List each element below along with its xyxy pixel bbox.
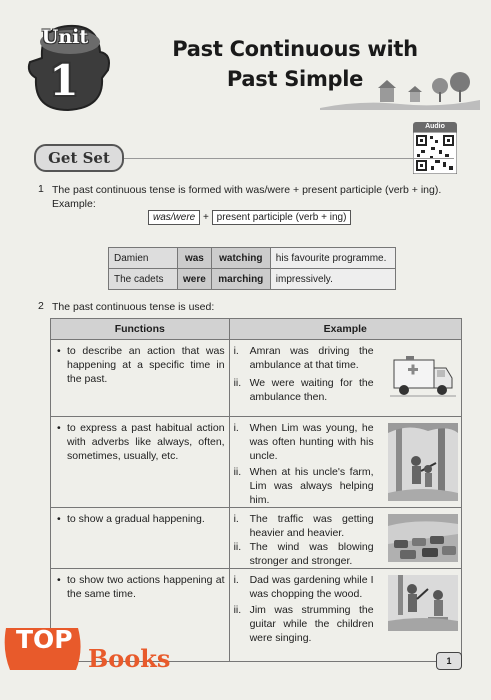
header-functions: Functions (51, 319, 230, 339)
header-example: Example (323, 323, 367, 335)
audio-qr-code[interactable] (413, 122, 457, 174)
example-text: We were waiting for the ambulance then. (249, 377, 374, 403)
subject-cell: Damien (109, 248, 178, 269)
example-line: i. Amran was driving the ambulance at that time. (233, 345, 374, 371)
example-text: Dad was gardening while I was chopping the wood. (249, 574, 374, 600)
village-scenery-illustration (320, 70, 480, 110)
table-row (51, 417, 461, 508)
example-line: ii. Jim was strumming the guitar while the children were singing. (233, 604, 374, 644)
functions-table (50, 318, 462, 662)
aux-cell: were (178, 269, 212, 290)
example-cell (230, 569, 461, 661)
formula-was-were: was/were (148, 210, 200, 225)
function-cell: • to show a gradual happening. (51, 508, 230, 568)
example-line: i. Dad was gardening while I was chopping the wood. (233, 574, 374, 600)
section-2-intro: The past continuous tense is used: (52, 301, 215, 313)
example-line: i. When Lim was young, he was often hunting with his uncle. (233, 422, 374, 462)
traffic-jam-illustration (388, 514, 458, 562)
section-1-number: 1 (38, 183, 44, 195)
section-2-number: 2 (38, 300, 44, 312)
audio-label: Audio (413, 122, 457, 132)
table-header (51, 319, 461, 340)
table-row (51, 340, 461, 417)
example-line: i. The traffic was getting heavier and heavier. (233, 513, 374, 539)
subject-cell: The cadets (109, 269, 178, 290)
ambulance-illustration (390, 350, 456, 400)
title-line-2: Past Simple (226, 67, 364, 91)
formula-participle: present participle (verb + ing) (212, 210, 352, 225)
example-text: The traffic was getting heavier and heavier. (249, 513, 374, 539)
table-row (109, 248, 396, 269)
aux-cell: was (178, 248, 212, 269)
example-cell (230, 508, 461, 568)
participle-cell: marching (211, 269, 270, 290)
example-text: Jim was strumming the guitar while the children were singing. (249, 604, 374, 644)
table-row (109, 269, 396, 290)
gardening-illustration (388, 575, 458, 631)
get-set-heading: Get Set (34, 144, 124, 172)
example-cell (230, 417, 461, 507)
example-text: The wind was blowing stronger and stronger. (249, 541, 374, 567)
bullet: • (57, 345, 61, 357)
function-cell: • to express a past habitual action with adverbs like always, often, sometimes, usually, etc. (51, 417, 230, 507)
example-line: ii. When at his uncle's farm, Lim was always helping him. (233, 466, 374, 506)
page-number: 1 (436, 652, 462, 670)
function-cell: • to show two actions happening at the same time. (51, 569, 230, 661)
unit-number: 1 (49, 56, 79, 105)
object-cell: his favourite programme. (270, 248, 395, 269)
example-text: Amran was driving the ambulance at that time. (249, 345, 374, 371)
logo-books-text: Books (88, 644, 171, 673)
section-1-text: The past continuous tense is formed with was/were + present participle (verb + ing). Example: (52, 184, 442, 210)
title-line-1: Past Continuous with (172, 37, 418, 61)
object-cell: impressively. (270, 269, 395, 290)
function-text: to show two actions happening at the same time. (67, 574, 225, 600)
example-text: When Lim was young, he was often hunting with his uncle. (249, 422, 374, 462)
formula-plus: + (203, 212, 209, 223)
example-line: ii. We were waiting for the ambulance then. (233, 377, 374, 403)
unit-label: Unit (41, 26, 89, 48)
hunting-forest-illustration (388, 423, 458, 501)
participle-cell: watching (211, 248, 270, 269)
function-cell (51, 340, 230, 416)
table-row (51, 508, 461, 569)
function-text: to describe an action that was happening at a specific time in the past. (67, 345, 225, 385)
logo-top-text: TOP (16, 625, 73, 654)
example-text: When at his uncle's farm, Lim was always helping him. (249, 466, 374, 506)
function-text: to express a past habitual action with adverbs like always, often, sometimes, usually, etc. (67, 422, 225, 462)
example-cell (230, 340, 461, 416)
qr-code-icon (413, 132, 457, 174)
heading-rule (124, 158, 454, 159)
function-text: to show a gradual happening. (67, 513, 205, 525)
example-line: ii. The wind was blowing stronger and stronger. (233, 541, 374, 567)
formula (148, 210, 351, 225)
example-table (108, 247, 396, 290)
